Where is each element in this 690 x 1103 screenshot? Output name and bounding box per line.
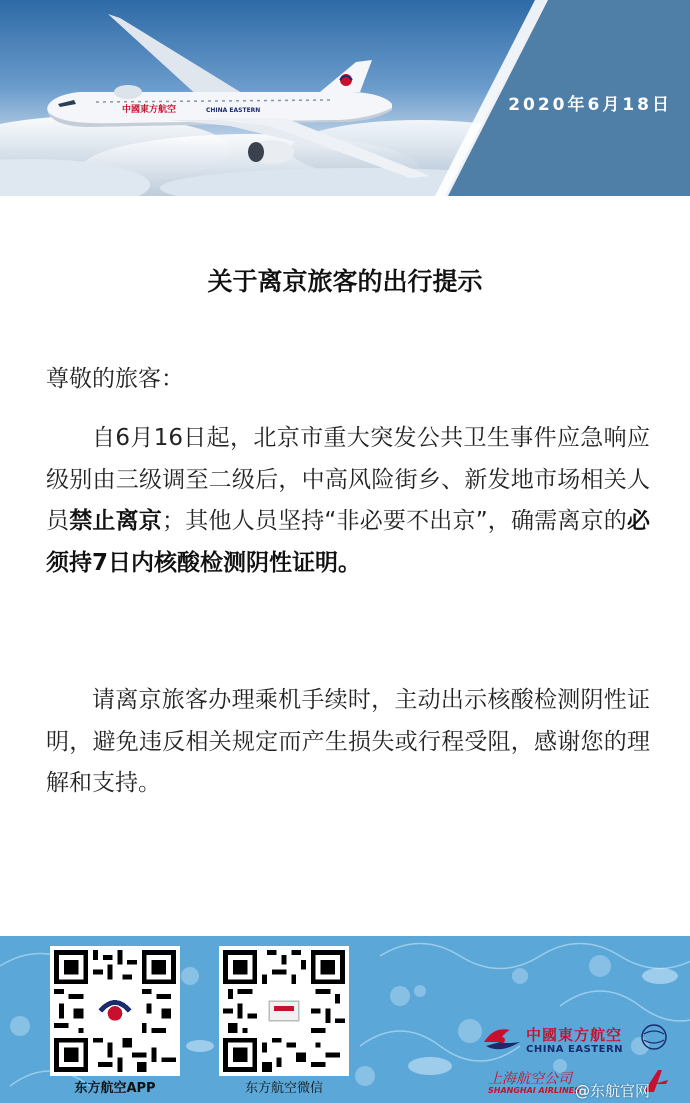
notice-title: 关于离京旅客的出行提示 — [207, 267, 483, 296]
qr-wechat-label: 东方航空微信 — [244, 1081, 323, 1096]
footer-banner — [0, 936, 690, 1103]
livery-cn-text: 中國東方航空 — [122, 105, 177, 115]
qr-code-wechat[interactable] — [219, 946, 349, 1076]
qr-code-app[interactable] — [50, 946, 180, 1076]
skyteam-icon — [636, 1022, 672, 1052]
paragraph-1-bold-b: 必须持7日内核酸检测阴性证明。 — [46, 508, 650, 576]
china-eastern-logo-en: CHINA EASTERN — [526, 1044, 624, 1055]
qr-code-icon — [54, 950, 176, 1072]
livery-en-text: CHINA EASTERN — [206, 107, 261, 114]
notice-paragraph-2: 请离京旅客办理乘机手续时，主动出示核酸检测阴性证明，避免违反相关规定而产生损失或行程受阻，感谢您的理解和支持。 — [46, 687, 650, 796]
notice-greeting: 尊敬的旅客： — [46, 366, 184, 392]
notice-date: 2020年6月18日 — [508, 95, 672, 115]
china-eastern-swallow-icon — [480, 1020, 524, 1060]
qr-code-icon — [223, 950, 345, 1072]
qr-app-label: 东方航空APP — [74, 1081, 156, 1096]
paragraph-1-text-a: 自6月16日起，北京市重大突发公共卫生事件应急响应级别由三级调至二级后，中高风险街乡、新发地市场相关人员 — [46, 425, 650, 534]
paragraph-1-text-b: ；其他人员坚持“非必要不出京”，确需离京的 — [162, 508, 627, 534]
china-eastern-logo-cn: 中國東方航空 — [526, 1026, 623, 1044]
shanghai-airlines-logo-cn: 上海航空公司 — [488, 1071, 572, 1087]
notice-paragraph-1 — [46, 418, 650, 584]
weibo-watermark: @东航官网 — [575, 1082, 651, 1100]
shanghai-airlines-logo-en: SHANGHAI AIRLINES — [488, 1086, 580, 1095]
paragraph-1-bold-a: 禁止离京 — [69, 508, 162, 534]
header-banner — [0, 0, 690, 196]
